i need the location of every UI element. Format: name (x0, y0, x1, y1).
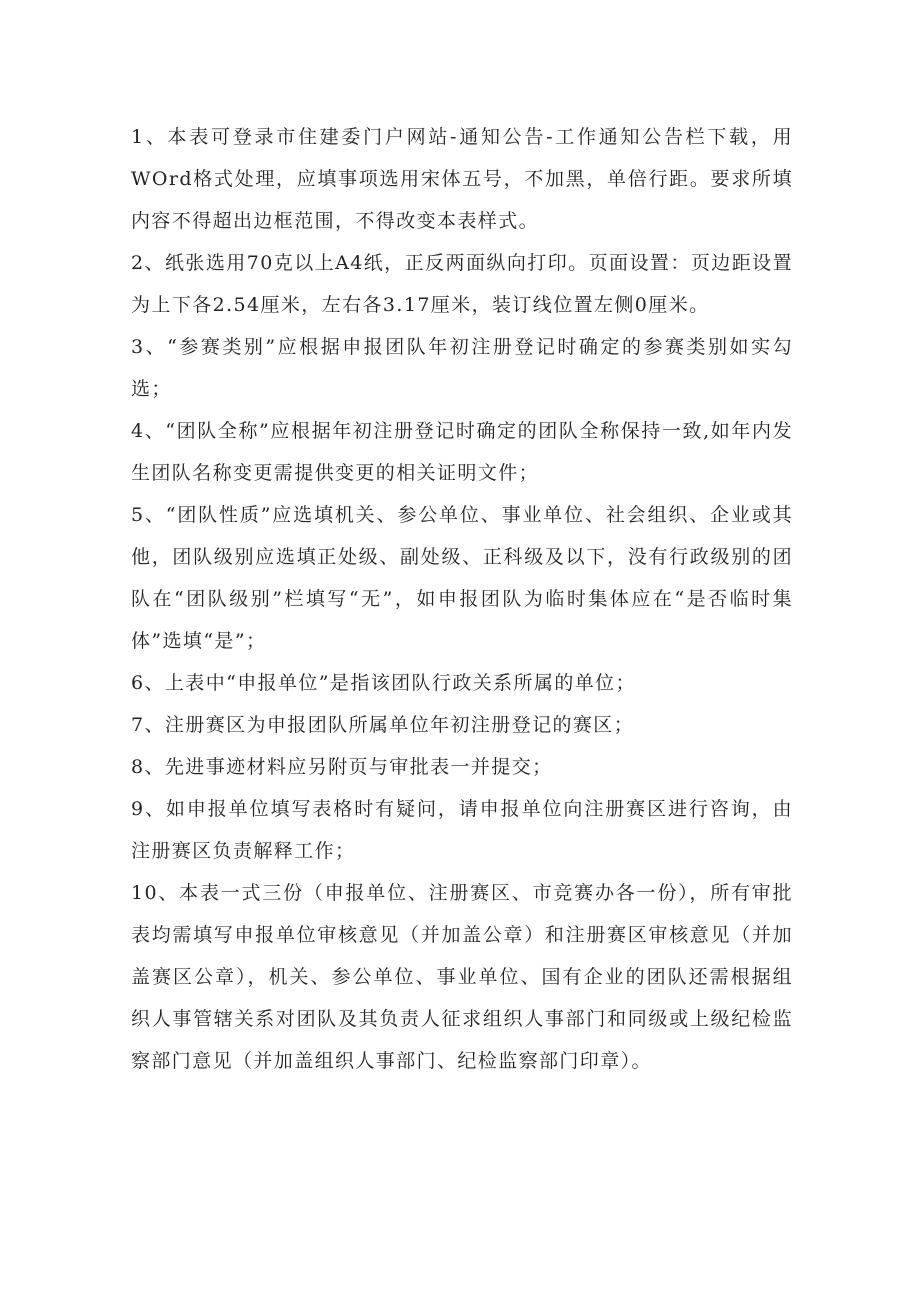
instruction-5: 5、“团队性质”应选填机关、参公单位、事业单位、社会组织、企业或其他，团队级别应选填正处级、副处级、正科级及以下，没有行政级别的团队在“团队级别”栏填写“无”，如申报团队为临时集体应在“是否临时集体”选填“是”； (131, 504, 793, 652)
instruction-3: 3、“参赛类别”应根据申报团队年初注册登记时确定的参赛类别如实勾选； (131, 336, 793, 400)
instruction-9: 9、如申报单位填写表格时有疑问，请申报单位向注册赛区进行咨询，由注册赛区负责解释工作； (131, 798, 793, 862)
instructions-list (131, 116, 793, 1082)
instruction-2: 2、纸张选用70克以上A4纸，正反两面纵向打印。页面设置：页边距设置为上下各2.54厘米，左右各3.17厘米，装订线位置左侧0厘米。 (131, 252, 793, 316)
instruction-1: 1、本表可登录市住建委门户网站-通知公告-工作通知公告栏下载，用WOrd格式处理，应填事项选用宋体五号，不加黑，单倍行距。要求所填内容不得超出边框范围，不得改变本表样式。 (131, 126, 793, 232)
instruction-10: 10、本表一式三份（申报单位、注册赛区、市竞赛办各一份），所有审批表均需填写申报单位审核意见（并加盖公章）和注册赛区审核意见（并加盖赛区公章），机关、参公单位、事业单位、国有企业的团队还需根据组织人事管辖关系对团队及其负责人征求组织人事部门和同级或上级纪检监察部门意见（并加盖组织人事部门、纪检监察部门印章）。 (131, 882, 793, 1072)
instruction-4: 4、“团队全称”应根据年初注册登记时确定的团队全称保持一致,如年内发生团队名称变更需提供变更的相关证明文件； (131, 420, 793, 484)
instruction-7: 7、注册赛区为申报团队所属单位年初注册登记的赛区； (131, 714, 635, 736)
instruction-8: 8、先进事迹材料应另附页与审批表一并提交； (131, 756, 553, 778)
instruction-6: 6、上表中“申报单位”是指该团队行政关系所属的单位； (131, 672, 636, 694)
